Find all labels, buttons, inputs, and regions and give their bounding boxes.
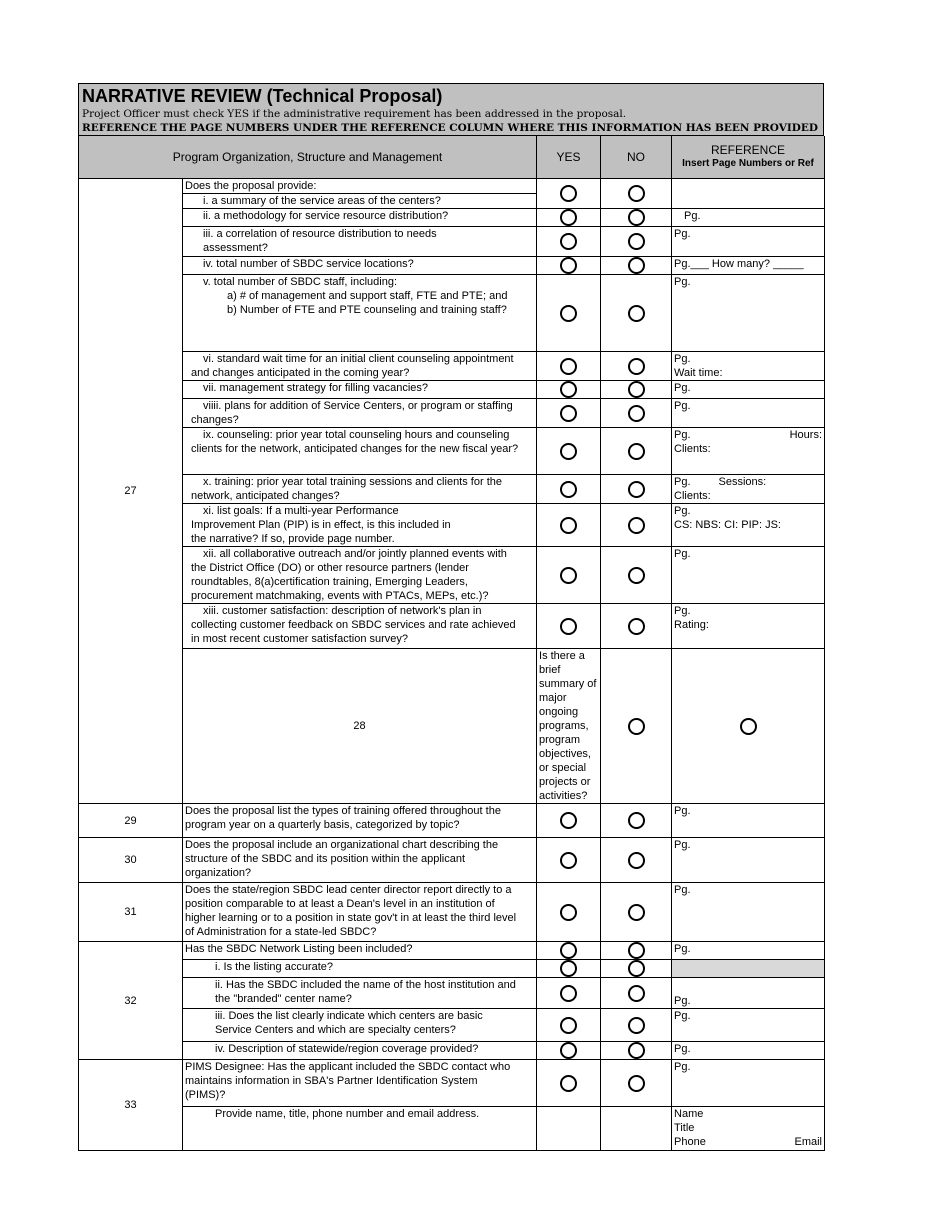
no-cell: [601, 978, 672, 1009]
yes-radio[interactable]: [560, 405, 577, 422]
reference-cell[interactable]: Pg.: [672, 209, 825, 227]
question-text: Provide name, title, phone number and email address.: [183, 1107, 537, 1151]
reference-sessions: Sessions:: [718, 476, 767, 488]
no-cell-empty: [601, 1107, 672, 1151]
yes-radio[interactable]: [560, 381, 577, 398]
question-line: program year on a quarterly basis, categorized by topic?: [185, 819, 460, 831]
question-line: objectives, or special projects or activities?: [539, 748, 591, 802]
question-line: a) # of management and support staff, FTE and PTE; and: [227, 290, 508, 302]
no-cell: [601, 1009, 672, 1042]
question-line: iii. Does the list clearly indicate which centers are basic: [215, 1010, 483, 1022]
reference-pg: Pg.: [674, 605, 691, 617]
yes-radio[interactable]: [560, 960, 577, 977]
yes-radio[interactable]: [560, 1017, 577, 1034]
table-row: [79, 381, 825, 399]
reference-line: [674, 475, 822, 489]
question-line: network, anticipated changes?: [191, 490, 340, 502]
question-text: [183, 883, 537, 942]
question-line: clients for the network, anticipated changes for the new fiscal year?: [191, 443, 519, 455]
question-line: PIMS Designee: Has the applicant included the SBDC contact who: [185, 1061, 511, 1073]
table-row: [79, 942, 825, 960]
question-line: vi. standard wait time for an initial client counseling appointment: [203, 353, 514, 365]
question-text: iv. Description of statewide/region coverage provided?: [183, 1042, 537, 1060]
question-text: ii. a methodology for service resource distribution?: [183, 209, 537, 227]
table-row: [79, 804, 825, 838]
yes-cell: [537, 352, 601, 381]
table-row: [79, 547, 825, 604]
question-text: [183, 804, 537, 838]
yes-radio[interactable]: [560, 812, 577, 829]
reference-hours: Hours:: [789, 429, 823, 441]
yes-cell: [537, 1009, 601, 1042]
table-row: [79, 257, 825, 275]
yes-cell: [537, 428, 601, 475]
no-radio[interactable]: [628, 618, 645, 635]
reference-cell[interactable]: Pg.: [672, 1060, 825, 1107]
question-line: ix. counseling: prior year total counseling hours and counseling: [203, 429, 510, 441]
no-radio[interactable]: [628, 942, 645, 959]
yes-cell-empty: [537, 1107, 601, 1151]
question-text: [183, 504, 537, 547]
question-line: the "branded" center name?: [215, 993, 352, 1005]
question-number: 33: [79, 1060, 183, 1151]
reference-cell[interactable]: Pg.: [672, 547, 825, 604]
question-line: b) Number of FTE and PTE counseling and training staff?: [227, 304, 507, 316]
no-cell: [601, 227, 672, 257]
no-radio[interactable]: [628, 567, 645, 584]
question-line: Is there a brief summary of major ongoing programs, program: [539, 650, 597, 746]
yes-radio[interactable]: [560, 1075, 577, 1092]
reference-cell[interactable]: Pg.: [672, 1042, 825, 1060]
no-cell: [601, 838, 672, 883]
table-row: [79, 1107, 825, 1151]
question-line: structure of the SBDC and its position within the applicant: [185, 853, 466, 865]
reference-cell[interactable]: [672, 604, 825, 649]
question-line: procurement matchmaking, events with PTACs, MEPs, etc.)?: [191, 590, 489, 602]
form-title: NARRATIVE REVIEW (Technical Proposal): [82, 86, 443, 106]
reference-cell[interactable]: Pg.___ How many? _____: [672, 257, 825, 275]
question-number: 32: [79, 942, 183, 1060]
reference-cell[interactable]: Pg.: [672, 399, 825, 428]
reference-clients: Clients:: [674, 443, 711, 455]
reference-cell: [672, 179, 825, 209]
reference-cell[interactable]: [672, 352, 825, 381]
no-radio[interactable]: [628, 1075, 645, 1092]
table-row: [79, 960, 825, 978]
yes-radio[interactable]: [560, 481, 577, 498]
yes-cell: [537, 1042, 601, 1060]
question-line: Does the state/region SBDC lead center director report directly to a: [185, 884, 512, 896]
no-radio[interactable]: [628, 960, 645, 977]
yes-radio[interactable]: [560, 1042, 577, 1059]
no-radio[interactable]: [628, 812, 645, 829]
reference-pg: Pg.: [674, 505, 691, 517]
question-text: [183, 1060, 537, 1107]
reference-cell-disabled: [672, 960, 825, 978]
yes-cell: [537, 227, 601, 257]
reference-pg: Pg.: [674, 476, 691, 488]
yes-radio[interactable]: [560, 618, 577, 635]
table-row: [79, 649, 825, 804]
no-cell: [601, 257, 672, 275]
yes-radio[interactable]: [628, 718, 645, 735]
table-row: [79, 504, 825, 547]
yes-radio[interactable]: [560, 305, 577, 322]
no-cell: [672, 649, 825, 804]
no-radio[interactable]: [628, 305, 645, 322]
question-text: iv. total number of SBDC service locations?: [183, 257, 537, 275]
reference-title: Title: [674, 1122, 695, 1134]
yes-radio[interactable]: [560, 185, 577, 202]
table-row: [79, 352, 825, 381]
question-line: viiii. plans for addition of Service Centers, or program or staffing: [203, 400, 513, 412]
no-cell: [601, 960, 672, 978]
reference-line: [674, 428, 822, 442]
question-text: [537, 649, 601, 804]
no-radio[interactable]: [628, 985, 645, 1002]
reference-email: Email: [794, 1136, 823, 1148]
yes-radio[interactable]: [560, 852, 577, 869]
yes-cell: [537, 960, 601, 978]
yes-radio[interactable]: [560, 517, 577, 534]
yes-cell: [537, 942, 601, 960]
reference-cell[interactable]: Pg.: [672, 381, 825, 399]
no-radio[interactable]: [628, 1042, 645, 1059]
no-cell: [601, 275, 672, 352]
yes-cell: [537, 209, 601, 227]
question-text: [183, 604, 537, 649]
no-radio[interactable]: [628, 233, 645, 250]
question-line: xi. list goals: If a multi-year Performance: [203, 505, 399, 517]
question-line: and changes anticipated in the coming year?: [191, 367, 410, 379]
question-line: Service Centers and which are specialty centers?: [215, 1024, 456, 1036]
question-number: 30: [79, 838, 183, 883]
no-cell: [601, 475, 672, 504]
reference-cell[interactable]: Pg.: [672, 978, 825, 1009]
no-radio[interactable]: [628, 904, 645, 921]
yes-cell: [537, 804, 601, 838]
question-text: [183, 475, 537, 504]
table-row: [79, 978, 825, 1009]
question-text: [183, 399, 537, 428]
table-row: [79, 399, 825, 428]
table-row: [79, 1009, 825, 1042]
no-radio[interactable]: [628, 185, 645, 202]
question-line: xiii. customer satisfaction: description of network's plan in: [203, 605, 482, 617]
question-text: i. a summary of the service areas of the centers?: [183, 194, 537, 209]
yes-radio[interactable]: [560, 942, 577, 959]
no-radio[interactable]: [628, 358, 645, 375]
yes-radio[interactable]: [560, 233, 577, 250]
question-text: [183, 428, 537, 475]
review-table: [78, 136, 825, 1151]
reference-clients: Clients:: [674, 490, 711, 502]
reference-cell[interactable]: Pg.: [672, 227, 825, 257]
no-radio[interactable]: [628, 381, 645, 398]
reference-cell[interactable]: Pg.: [672, 275, 825, 352]
question-line: Improvement Plan (PIP) is in effect, is this included in: [191, 519, 451, 531]
reference-rating: Rating:: [674, 619, 709, 631]
yes-radio[interactable]: [560, 985, 577, 1002]
yes-radio[interactable]: [560, 443, 577, 460]
question-text: vii. management strategy for filling vacancies?: [183, 381, 537, 399]
no-cell: [601, 547, 672, 604]
question-line: in most recent customer satisfaction survey?: [191, 633, 409, 645]
yes-cell: [537, 257, 601, 275]
reference-cell[interactable]: Pg.: [672, 1009, 825, 1042]
question-number: 27: [79, 179, 183, 804]
no-cell: [601, 381, 672, 399]
table-row: [79, 1060, 825, 1107]
yes-cell: [537, 275, 601, 352]
reference-pg: Pg.: [674, 429, 691, 441]
question-line: Does the proposal include an organizational chart describing the: [185, 839, 499, 851]
no-cell: [601, 804, 672, 838]
question-text: [183, 275, 537, 352]
reference-cell[interactable]: [672, 428, 825, 475]
no-cell: [601, 352, 672, 381]
question-text: [183, 1009, 537, 1042]
table-row: [79, 883, 825, 942]
question-line: the narrative? If so, provide page number.: [191, 533, 395, 545]
reference-cell[interactable]: Pg.: [672, 804, 825, 838]
table-row: [79, 179, 825, 194]
question-line: roundtables, 8(a)certification training, Emerging Leaders,: [191, 576, 468, 588]
table-row: [79, 209, 825, 227]
question-line: iii. a correlation of resource distribution to needs: [203, 228, 437, 240]
reference-phone: Phone: [674, 1136, 706, 1148]
reference-cell[interactable]: Pg.: [672, 942, 825, 960]
yes-cell: [601, 649, 672, 804]
question-line: position comparable to at least a Dean's level in an institution of: [185, 898, 495, 910]
question-text: [183, 978, 537, 1009]
question-line: of Administration for a state-led SBDC?: [185, 926, 377, 938]
question-text: Does the proposal provide:: [183, 179, 537, 194]
question-number: 31: [79, 883, 183, 942]
yes-cell: [537, 978, 601, 1009]
question-text: i. Is the listing accurate?: [183, 960, 537, 978]
question-line: the District Office (DO) or other resource partners (lender: [191, 562, 469, 574]
yes-cell: [537, 179, 601, 209]
no-radio[interactable]: [628, 209, 645, 226]
question-line: maintains information in SBA's Partner Identification System: [185, 1075, 478, 1087]
reference-sublabel: Insert Page Numbers or Ref: [682, 158, 814, 169]
reference-cell[interactable]: [672, 1107, 825, 1151]
question-line: ii. Has the SBDC included the name of the host institution and: [215, 979, 516, 991]
yes-column-header: YES: [537, 136, 601, 179]
no-radio[interactable]: [628, 405, 645, 422]
question-line: (PIMS)?: [185, 1089, 226, 1101]
reference-pg: Pg.: [674, 353, 691, 365]
narrative-review-form: [78, 83, 824, 1151]
reference-goals: CS: NBS: CI: PIP: JS:: [674, 519, 781, 531]
no-cell: [601, 428, 672, 475]
no-radio[interactable]: [740, 718, 757, 735]
yes-radio[interactable]: [560, 904, 577, 921]
yes-cell: [537, 504, 601, 547]
question-line: v. total number of SBDC staff, including:: [203, 276, 398, 288]
no-column-header: NO: [601, 136, 672, 179]
table-row: [79, 475, 825, 504]
question-text: [183, 547, 537, 604]
question-line: Does the proposal list the types of training offered throughout the: [185, 805, 501, 817]
yes-cell: [537, 381, 601, 399]
table-row: [79, 838, 825, 883]
question-line: changes?: [191, 414, 239, 426]
form-subtitle: Project Officer must check YES if the administrative requirement has been addressed in the proposal.: [82, 108, 627, 120]
reference-column-header: [672, 136, 825, 179]
no-cell: [601, 209, 672, 227]
yes-cell: [537, 475, 601, 504]
question-line: xii. all collaborative outreach and/or jointly planned events with: [203, 548, 507, 560]
no-cell: [601, 883, 672, 942]
no-radio[interactable]: [628, 517, 645, 534]
reference-label: REFERENCE: [711, 143, 786, 157]
yes-cell: [537, 883, 601, 942]
yes-cell: [537, 838, 601, 883]
no-cell: [601, 604, 672, 649]
reference-line: [674, 1135, 822, 1149]
yes-radio[interactable]: [560, 567, 577, 584]
yes-cell: [537, 547, 601, 604]
no-cell: [601, 1060, 672, 1107]
no-radio[interactable]: [628, 1017, 645, 1034]
no-cell: [601, 504, 672, 547]
table-row: [79, 604, 825, 649]
table-row: [79, 275, 825, 352]
reference-cell[interactable]: Pg.: [672, 838, 825, 883]
no-radio[interactable]: [628, 443, 645, 460]
form-instruction: REFERENCE THE PAGE NUMBERS UNDER THE REFERENCE COLUMN WHERE THIS INFORMATION HAS BEEN PROVIDED: [82, 122, 818, 134]
question-line: collecting customer feedback on SBDC services and rate achieved: [191, 619, 516, 631]
question-text: [183, 838, 537, 883]
question-text: [183, 227, 537, 257]
section-header: Program Organization, Structure and Management: [79, 136, 537, 179]
reference-wait-time: Wait time:: [674, 367, 723, 379]
yes-cell: [537, 1060, 601, 1107]
yes-radio[interactable]: [560, 358, 577, 375]
no-radio[interactable]: [628, 852, 645, 869]
question-line: assessment?: [203, 242, 268, 254]
table-row: [79, 428, 825, 475]
table-row: [79, 1042, 825, 1060]
reference-name: Name: [674, 1108, 704, 1120]
no-cell: [601, 942, 672, 960]
no-radio[interactable]: [628, 257, 645, 274]
no-cell: [601, 399, 672, 428]
question-text: Has the SBDC Network Listing been included?: [183, 942, 537, 960]
no-cell: [601, 179, 672, 209]
yes-radio[interactable]: [560, 257, 577, 274]
no-cell: [601, 1042, 672, 1060]
table-row: [79, 227, 825, 257]
question-number: 28: [183, 649, 537, 804]
no-radio[interactable]: [628, 481, 645, 498]
form-header: [78, 83, 824, 136]
reference-cell[interactable]: [672, 475, 825, 504]
question-line: higher learning or to a position in state gov't in at least the third level: [185, 912, 517, 924]
reference-cell[interactable]: Pg.: [672, 883, 825, 942]
question-line: x. training: prior year total training sessions and clients for the: [203, 476, 502, 488]
question-number: 29: [79, 804, 183, 838]
reference-cell[interactable]: [672, 504, 825, 547]
yes-cell: [537, 399, 601, 428]
yes-cell: [537, 604, 601, 649]
question-text: [183, 352, 537, 381]
question-line: organization?: [185, 867, 252, 879]
yes-radio[interactable]: [560, 209, 577, 226]
column-header-row: [79, 136, 825, 179]
